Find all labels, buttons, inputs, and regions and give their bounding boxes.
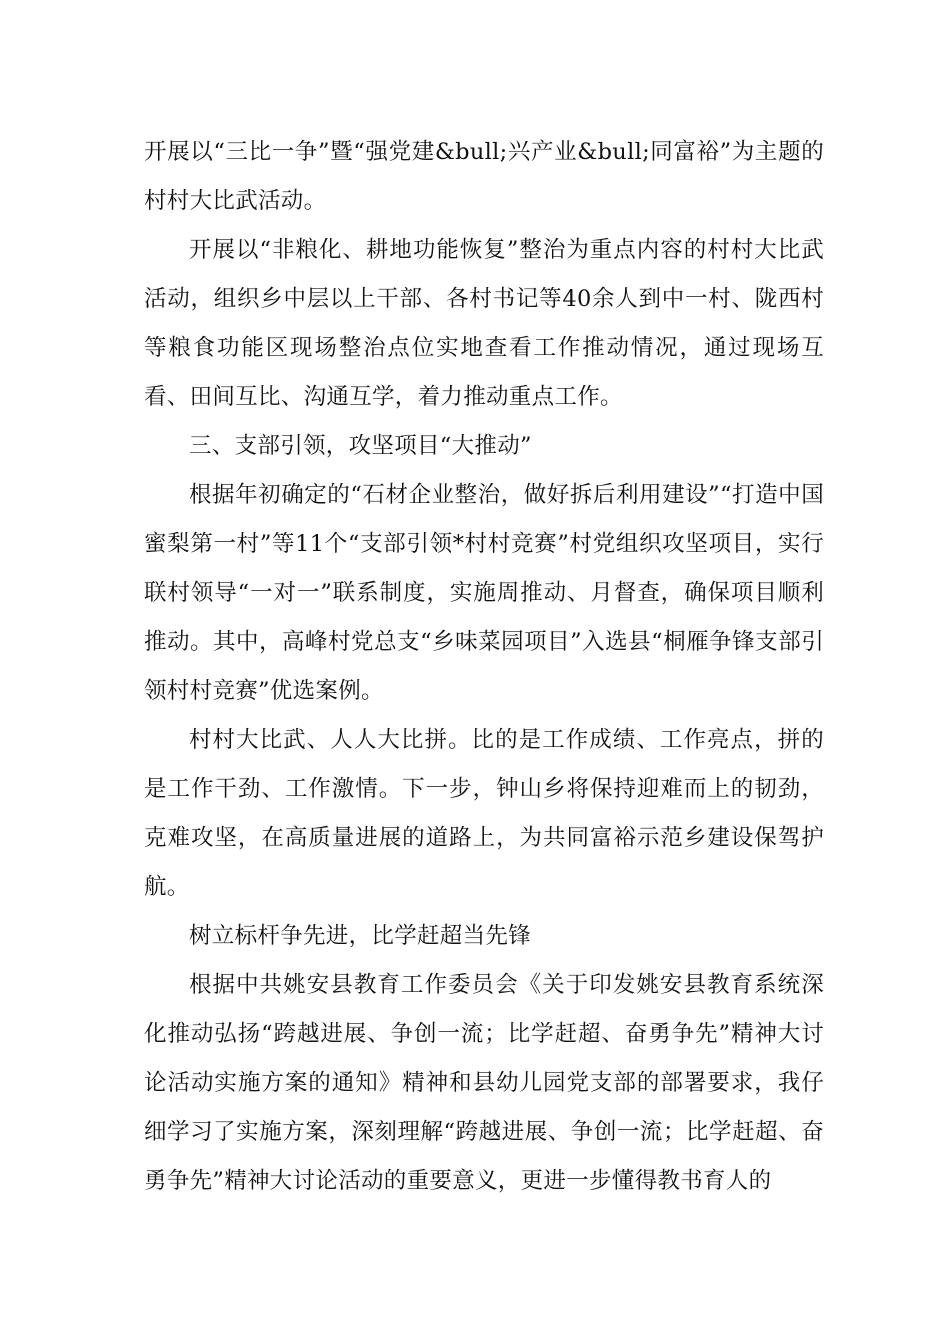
document-body	[144, 128, 824, 1206]
paragraph-7: 根据中共姚安县教育工作委员会《关于印发姚安县教育系统深化推动弘扬“跨越进展、争创一流；比学赶超、奋勇争先”精神大讨论活动实施方案的通知》精神和县幼儿园党支部的部署要求，我仔细学习了实施方案，深刻理解“跨越进展、争创一流；比学赶超、奋勇争先”精神大讨论活动的重要意义，更进一步懂得教书育人的	[144, 972, 824, 1194]
section-heading-3: 三、支部引领，攻坚项目“大推动”	[189, 433, 532, 459]
section-heading-6: 树立标杆争先进，比学赶超当先锋	[189, 923, 532, 949]
paragraph-4: 根据年初确定的“石材企业整治，做好拆后利用建设”“打造中国蜜梨第一村”等11个“支部引领*村村竞赛”村党组织攻坚项目，实行联村领导“一对一”联系制度，实施周推动、月督查，确保项目顺利推动。其中，高峰村党总支“乡味菜园项目”入选县“桐雁争锋支部引领村村竞赛”优选案例。	[144, 482, 824, 704]
paragraph-5: 村村大比武、人人大比拼。比的是工作成绩、工作亮点，拼的是工作干劲、工作激情。下一步，钟山乡将保持迎难而上的韧劲，克难攻坚，在高质量进展的道路上，为共同富裕示范乡建设保驾护航。	[144, 727, 824, 900]
paragraph-2: 开展以“非粮化、耕地功能恢复”整治为重点内容的村村大比武活动，组织乡中层以上干部、各村书记等40余人到中一村、陇西村等粮食功能区现场整治点位实地查看工作推动情况，通过现场互看、田间互比、沟通互学，着力推动重点工作。	[144, 237, 824, 410]
paragraph-1: 开展以“三比一争”暨“强党建&bull;兴产业&bull;同富裕”为主题的村村大比武活动。	[144, 139, 824, 214]
